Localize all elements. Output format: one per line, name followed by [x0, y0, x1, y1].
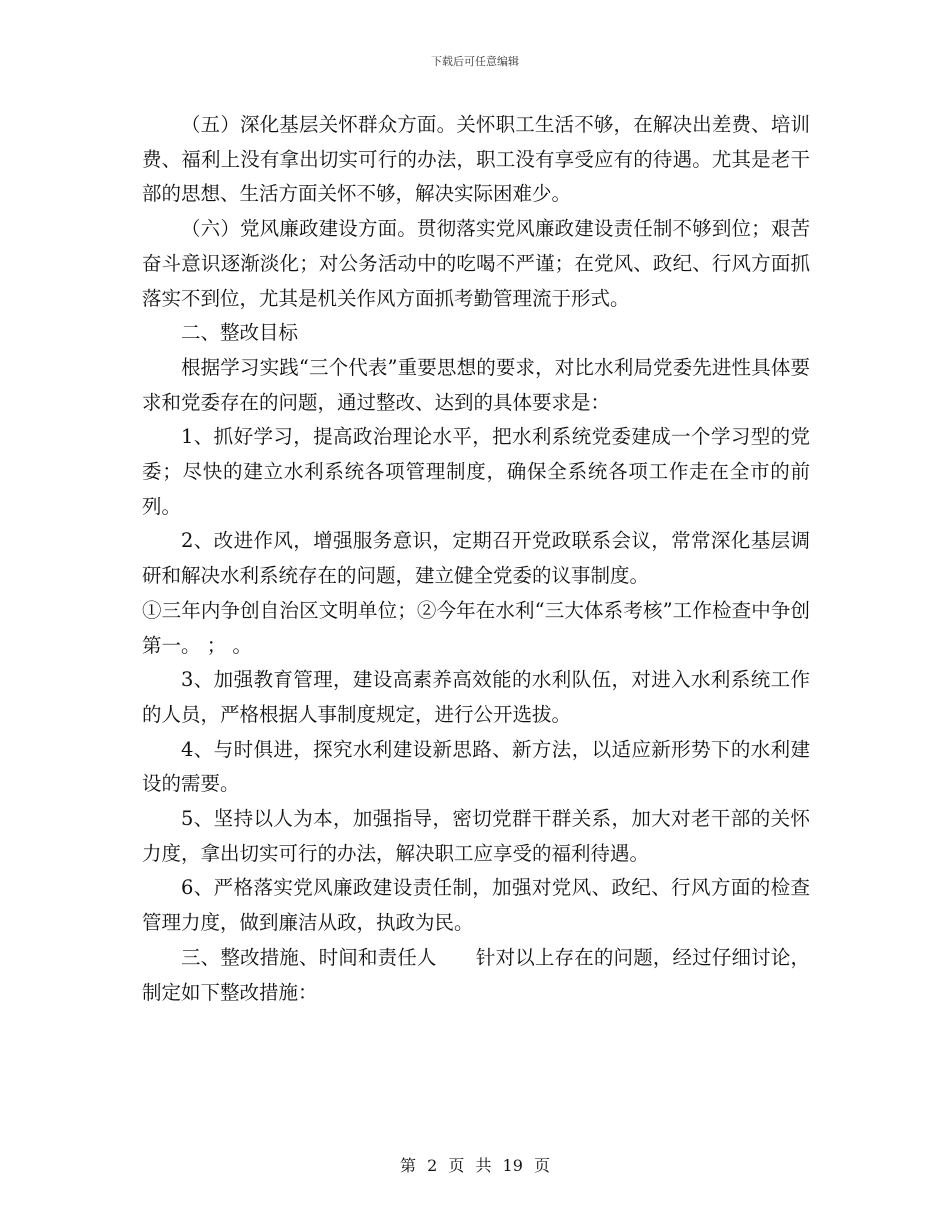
document-body — [142, 108, 810, 1010]
paragraph-6-party-conduct: （六）党风廉政建设方面。贯彻落实党风廉政建设责任制不够到位；艰苦奋斗意识逐渐淡化；对公务活动中的吃喝不严谨；在党风、政纪、行风方面抓落实不到位，尤其是机关作风方面抓考勤管理流于形式。 — [142, 217, 810, 310]
goal-item-3: 3、加强教育管理，建设高素养高效能的水利队伍，对进入水利系统工作的人员，严格根据人事制度规定，进行公开选拔。 — [142, 668, 810, 726]
paragraph-goals-intro: 根据学习实践“三个代表”重要思想的要求，对比水利局党委先进性具体要求和党委存在的问题，通过整改、达到的具体要求是： — [142, 355, 810, 414]
page-header-note: 下载后可任意编辑 — [431, 55, 519, 68]
goal-item-2: 2、改进作风，增强服务意识，定期召开党政联系会议，常常深化基层调研和解决水利系统存在的问题，建立健全党委的议事制度。 — [142, 529, 810, 588]
goal-item-4: 4、与时俱进，探究水利建设新思路、新方法，以适应新形势下的水利建设的需要。 — [142, 737, 810, 796]
section-heading-goals: 二、整改目标 — [181, 321, 299, 345]
goal-item-2-targets: ①三年内争创自治区文明单位；②今年在水利“三大体系考核”工作检查中争创第一。 ； 。 — [142, 598, 810, 657]
section-heading-measures: 三、整改措施、时间和责任人 针对以上存在的问题，经过仔细讨论，制定如下整改措施： — [142, 945, 810, 1004]
goal-item-5: 5、坚持以人为本，加强指导，密切党群干群关系，加大对老干部的关怀力度，拿出切实可行的办法，解决职工应享受的福利待遇。 — [142, 807, 810, 865]
paragraph-5-grassroots: （五）深化基层关怀群众方面。关怀职工生活不够，在解决出差费、培训费、福利上没有拿出切实可行的办法，职工没有享受应有的待遇。尤其是老干部的思想、生活方面关怀不够，解决实际困难少。 — [142, 113, 810, 206]
goal-item-6: 6、严格落实党风廉政建设责任制，加强对党风、政纪、行风方面的检查管理力度，做到廉洁从政，执政为民。 — [142, 876, 810, 935]
page-number-footer: 第 2 页 共 19 页 — [400, 1156, 550, 1175]
goal-item-1: 1、抓好学习，提高政治理论水平，把水利系统党委建成一个学习型的党委；尽快的建立水利系统各项管理制度，确保全系统各项工作走在全市的前列。 — [142, 425, 810, 518]
